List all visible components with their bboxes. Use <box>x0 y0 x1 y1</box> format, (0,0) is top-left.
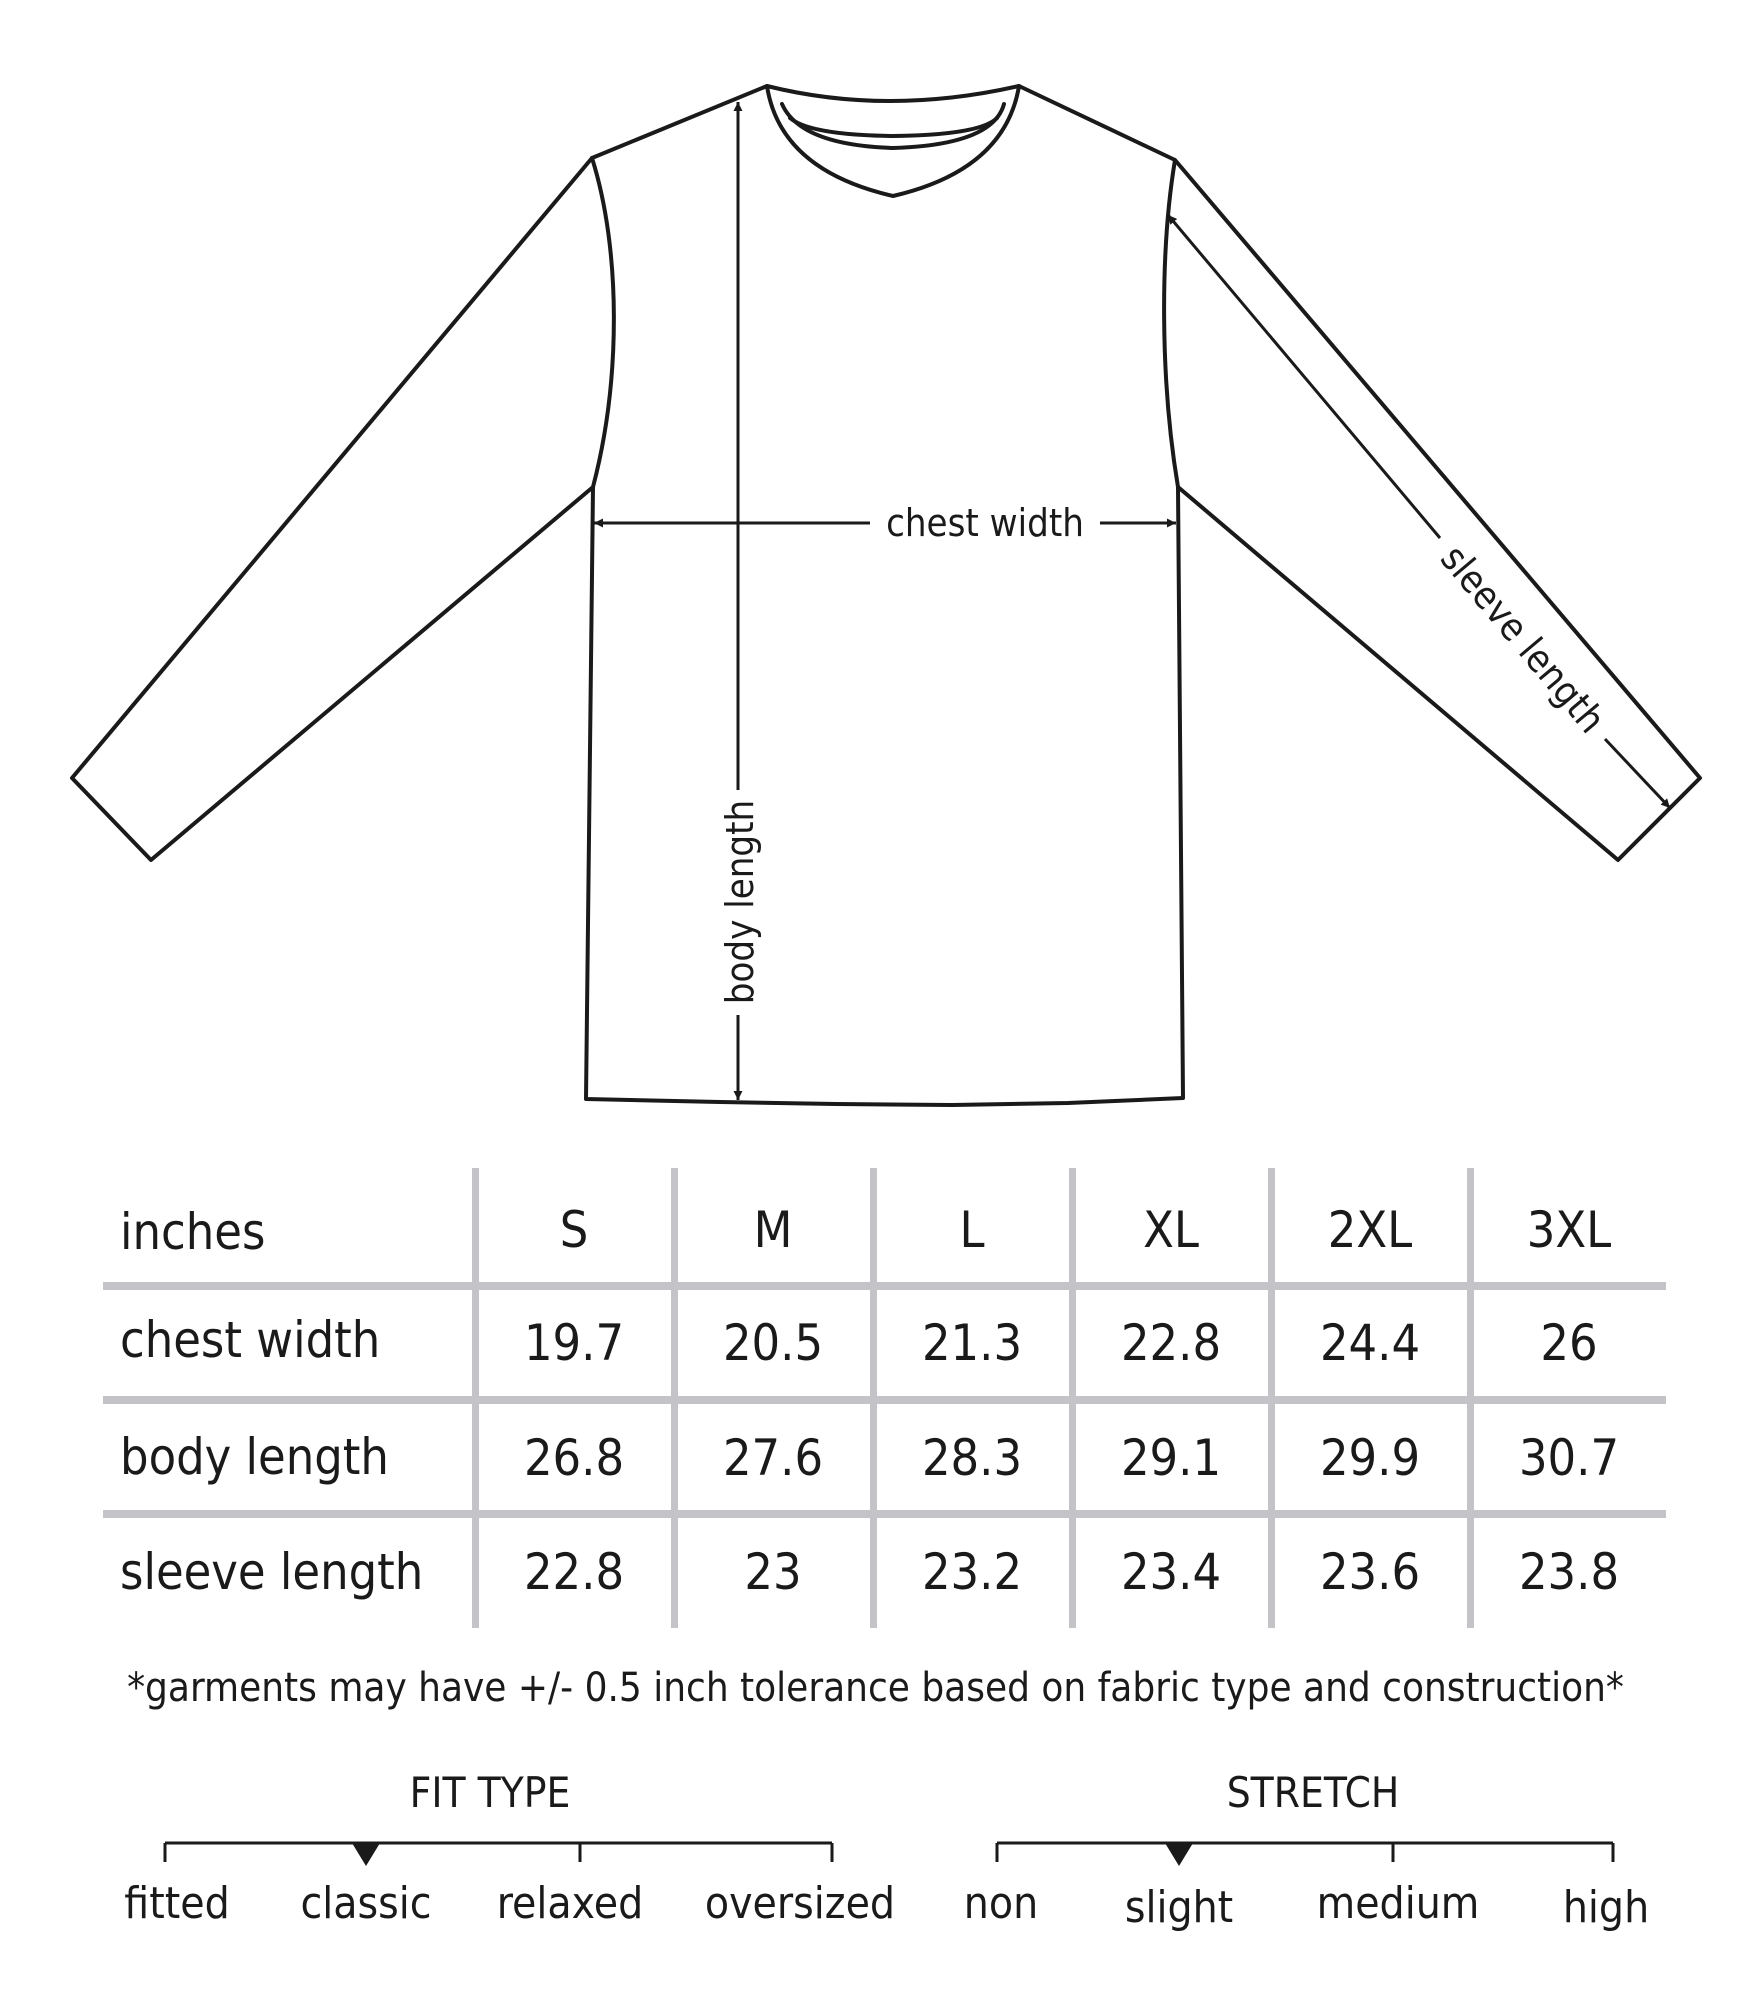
shirt-outline <box>72 86 1700 1105</box>
column-divider <box>1268 1168 1275 1628</box>
fit-type-title: FIT TYPE <box>409 1768 571 1817</box>
sleeve-length-label: sleeve length <box>1432 536 1614 742</box>
size-header-xl: XL <box>1143 1201 1199 1259</box>
stretch-option-medium: medium <box>1316 1878 1480 1929</box>
stretch-title: STRETCH <box>1226 1768 1400 1817</box>
size-header-s: S <box>559 1201 589 1259</box>
table-cell: 28.3 <box>921 1429 1023 1487</box>
row-divider <box>103 1510 1666 1518</box>
table-cell: 24.4 <box>1319 1314 1421 1372</box>
column-divider <box>1069 1168 1076 1628</box>
table-cell: 30.7 <box>1518 1429 1620 1487</box>
table-cell: 22.8 <box>523 1543 625 1601</box>
sleeve-length-arrow-bottom <box>1605 739 1670 808</box>
size-header-m: M <box>753 1201 793 1259</box>
row-label-sleeve-length: sleeve length <box>120 1543 424 1601</box>
row-divider <box>103 1396 1666 1404</box>
row-label-chest-width: chest width <box>120 1311 381 1369</box>
sleeve-length-arrow-top <box>1168 215 1440 538</box>
column-divider <box>870 1168 877 1628</box>
stretch-option-non: non <box>963 1878 1039 1929</box>
column-divider <box>472 1168 479 1628</box>
row-label-body-length: body length <box>120 1428 389 1486</box>
size-chart-table <box>103 1168 1666 1628</box>
tolerance-note: *garments may have +/- 0.5 inch tolerance based on fabric type and construction* <box>127 1665 1624 1711</box>
table-cell: 19.7 <box>523 1314 625 1372</box>
size-header-3xl: 3XL <box>1526 1201 1612 1259</box>
table-cell: 20.5 <box>722 1314 824 1372</box>
body-length-label: body length <box>718 799 762 1005</box>
fit-option-relaxed: relaxed <box>496 1878 644 1929</box>
row-divider <box>103 1282 1666 1290</box>
table-cell: 29.9 <box>1319 1429 1421 1487</box>
unit-header: inches <box>120 1203 266 1261</box>
size-header-l: L <box>959 1201 985 1259</box>
fit-option-oversized: oversized <box>704 1878 896 1929</box>
table-cell: 23.4 <box>1120 1543 1222 1601</box>
stretch-option-slight: slight <box>1124 1882 1234 1933</box>
fit-option-classic: classic <box>300 1878 432 1929</box>
size-header-2xl: 2XL <box>1327 1201 1413 1259</box>
stretch-scale <box>0 1830 1751 1890</box>
stretch-indicator <box>1165 1843 1193 1866</box>
table-cell: 26.8 <box>523 1429 625 1487</box>
table-cell: 22.8 <box>1120 1314 1222 1372</box>
table-cell: 21.3 <box>921 1314 1023 1372</box>
column-divider <box>1467 1168 1474 1628</box>
table-cell: 23.8 <box>1518 1543 1620 1601</box>
table-cell: 29.1 <box>1120 1429 1222 1487</box>
table-cell: 26 <box>1540 1314 1598 1372</box>
fit-option-fitted: fitted <box>124 1878 230 1929</box>
table-cell: 23.6 <box>1319 1543 1421 1601</box>
stretch-option-high: high <box>1562 1882 1650 1933</box>
column-divider <box>671 1168 678 1628</box>
chest-width-label: chest width <box>886 501 1084 545</box>
table-cell: 23 <box>744 1543 802 1601</box>
table-cell: 27.6 <box>722 1429 824 1487</box>
table-cell: 23.2 <box>921 1543 1023 1601</box>
